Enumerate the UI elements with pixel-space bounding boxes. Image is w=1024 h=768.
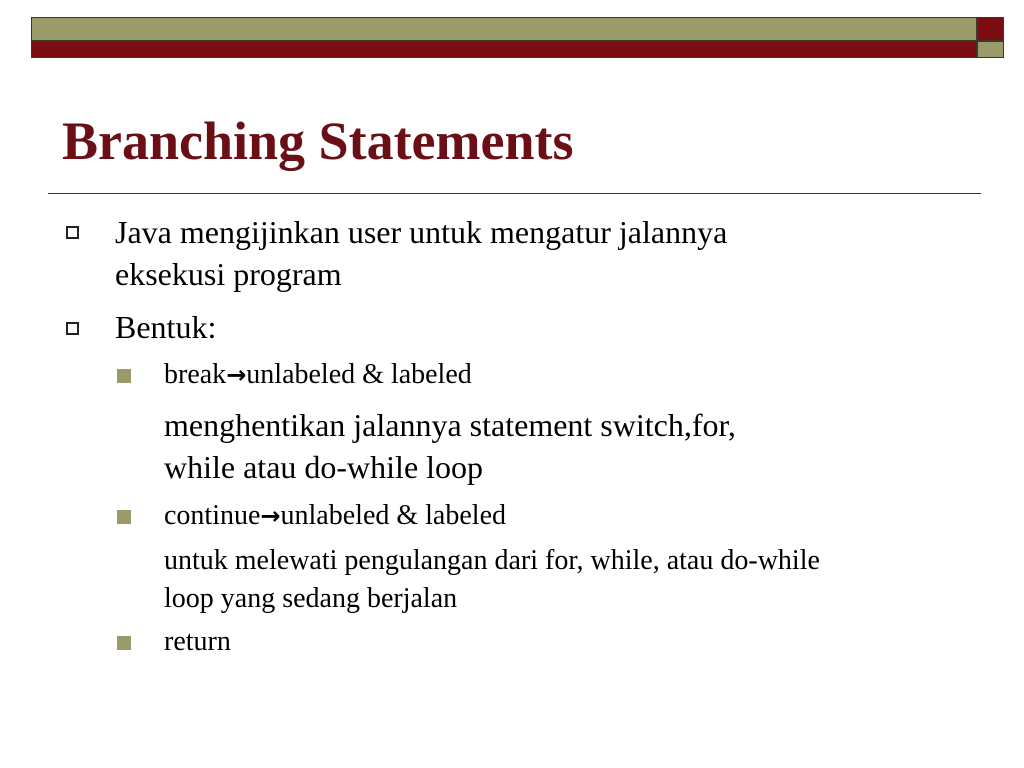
sub-item-continue [164,499,506,533]
bullet-text-java-line2: eksekusi program [115,256,342,292]
bullet-text-bentuk: Bentuk: [115,309,217,345]
right-arrow-icon: → [226,361,247,389]
header-square-olive [977,41,1004,58]
filled-square-icon [117,636,131,650]
desc-line1: menghentikan jalannya statement switch,for, [164,407,736,443]
bullet-text-java-line1: Java mengijinkan user untuk mengatur jalannya [115,214,728,250]
desc-line2: while atau do-while loop [164,449,484,485]
slide-title: Branching Statements [62,111,574,171]
right-arrow-icon: → [260,502,281,530]
header-band-maroon [31,41,977,58]
filled-square-icon [117,510,131,524]
title-divider [48,193,981,194]
filled-square-icon [117,369,131,383]
header-square-maroon [977,17,1004,41]
sub-item-desc-continue [164,542,820,618]
sub-item-break [164,358,472,392]
desc-line2: loop yang sedang berjalan [164,583,458,614]
sub-item-return: return [164,626,231,657]
sub-item-label: unlabeled & labeled [280,500,506,531]
hollow-square-icon [66,322,79,335]
desc-line1: untuk melewati pengulangan dari for, while, atau do-while [164,545,820,576]
header-band-olive [31,17,977,41]
sub-item-label: unlabeled & labeled [246,359,472,390]
sub-item-desc-break [164,404,736,488]
sub-item-keyword: continue [164,500,261,531]
bullet-text-java [115,211,727,295]
hollow-square-icon [66,226,79,239]
sub-item-keyword: break [164,359,227,390]
